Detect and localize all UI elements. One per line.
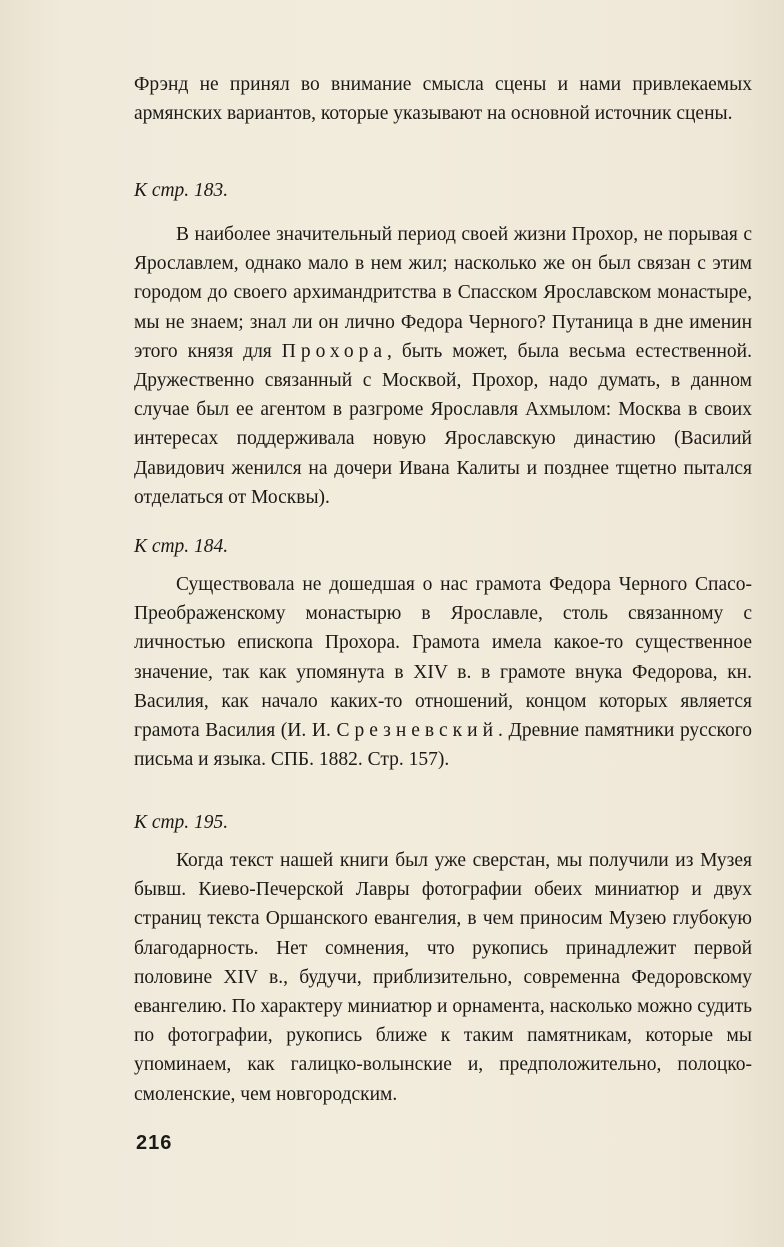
text-run: В наиболее значительный период своей жизни Прохор, не порывая с Ярославлем, однако мало в нем жил; насколько же он был связан с этим городом до своего архимандритства в Спасском Ярославском монастыре, мы не знаем; знал ли он лично Федора Черного? Путаница в дне именин этого князя для bbox=[134, 224, 752, 362]
paragraph-text: Когда текст нашей книги был уже сверстан, мы получили из Музея бывш. Киево-Печерской Лавры фотографии обеих миниатюр и двух страниц текста Оршанского евангелия, в чем приносим Музею глубокую благодарность. Нет сомнения, что рукопись принадлежит первой половине XIV в., будучи, приблизительно, современна Федоровскому евангелию. По характеру миниатюр и орнамента, насколько можно судить по фотографии, рукопись ближе к таким памятникам, которые мы упоминаем, как галицко-волынские и, предположительно, полоцко-смоленские, чем новгородским. bbox=[134, 850, 752, 1105]
intro-paragraph bbox=[134, 70, 752, 128]
section-ref-184: К стр. 184. bbox=[134, 536, 229, 557]
spaced-name: Срезневский bbox=[336, 720, 499, 742]
section-ref-195: К стр. 195. bbox=[134, 812, 229, 833]
text-run: . Древние памятники русского письма и языка. СПБ. 1882. Стр. 157). bbox=[134, 720, 752, 771]
section-paragraph-184 bbox=[134, 570, 752, 774]
page-number: 216 bbox=[136, 1132, 173, 1154]
spaced-name: Прохора bbox=[281, 340, 388, 362]
section-paragraph-195 bbox=[134, 846, 752, 1109]
intro-text: Фрэнд не принял во внимание смысла сцены и нами привлекаемых армянских вариантов, которые указывают на основной источник сцены. bbox=[134, 74, 752, 125]
text-run: , быть может, была весьма естественной. Дружественно связанный с Москвой, Прохор, надо думать, в данном случае был ее агентом в разгроме Ярославля Ахмылом: Москва в своих интересах поддерживала новую Ярославскую династию (Василий Давидович женился на дочери Ивана Калиты и позднее тщетно пытался отделаться от Москвы). bbox=[134, 340, 752, 508]
paragraph-text bbox=[134, 570, 752, 774]
section-paragraph-183 bbox=[134, 220, 752, 512]
paragraph-text bbox=[134, 220, 752, 512]
text-run: Существовала не дошедшая о нас грамота Федора Черного Спасо-Преображенскому монастырю в Ярославле, столь связанному с личностью епископа Прохора. Грамота имела какое-то существенное значение, так как упомянута в XIV в. в грамоте внука Федорова, кн. Василия, как начало каких-то отношений, концом которых является грамота Василия (И. И. bbox=[134, 574, 752, 742]
section-ref-183: К стр. 183. bbox=[134, 180, 229, 201]
